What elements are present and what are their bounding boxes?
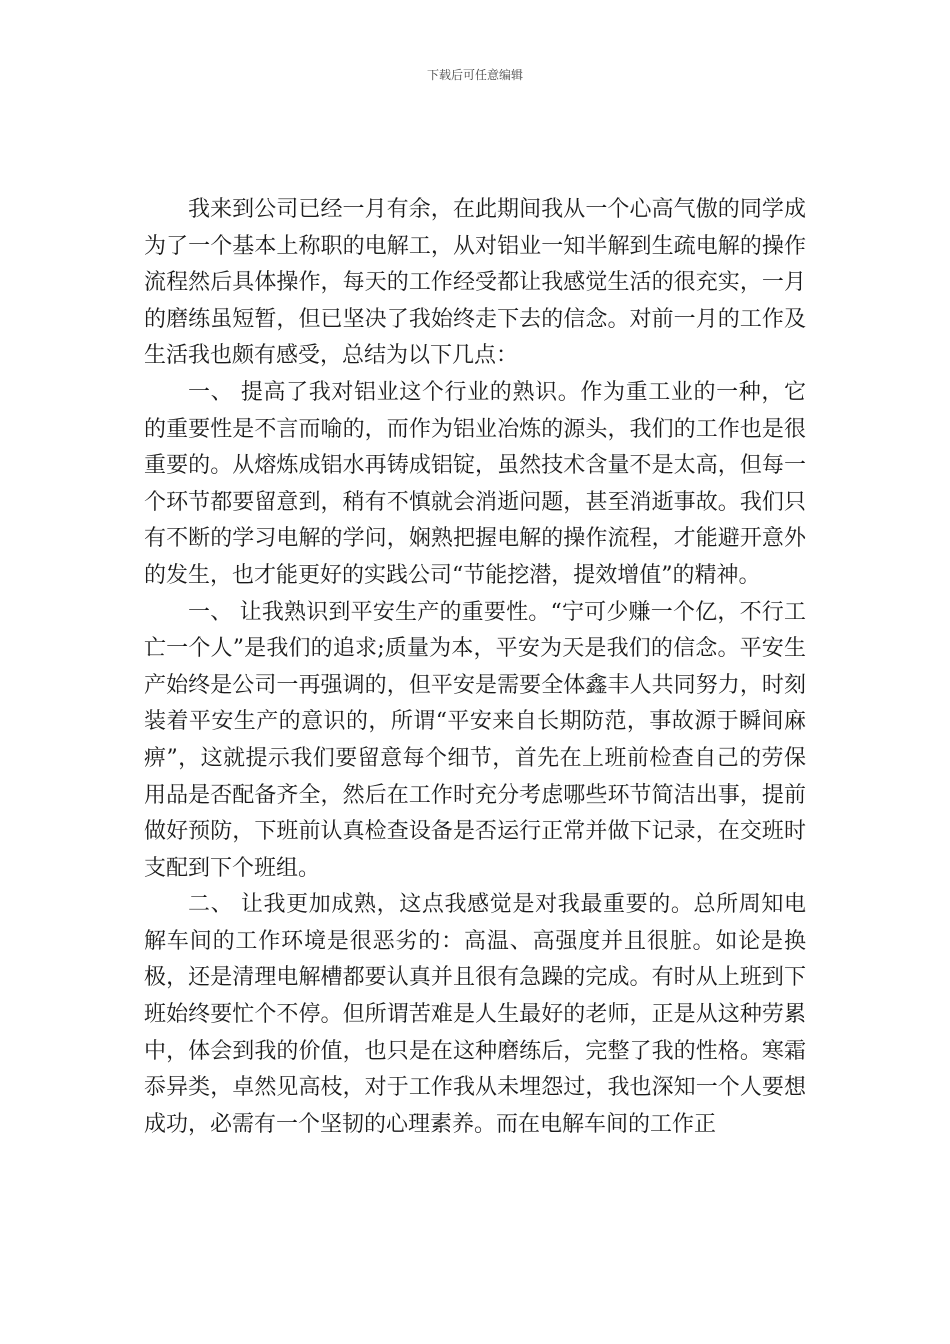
paragraph-point-industry: 一、 提高了我对铝业这个行业的熟识。作为重工业的一种，它的重要性是不言而喻的，而作为铝业冶炼的源头，我们的工作也是很重要的。从熔炼成铝水再铸成铝锭，虽然技术含量不是太高，但每一个环节都要留意到，稍有不慎就会消逝问题，甚至消逝事故。我们只有不断的学习电解的学问，娴熟把握电解的操作流程，才能避开意外的发生，也才能更好的实践公司“节能挖潜，提效增值”的精神。 <box>144 379 806 588</box>
paragraph-point-maturity: 二、 让我更加成熟，这点我感觉是对我最重要的。总所周知电解车间的工作环境是很恶劣的：高温、高强度并且很脏。如论是换极，还是清理电解槽都要认真并且很有急躁的完成。有时从上班到下班始终要忙个不停。但所谓苦难是人生最好的老师，正是从这种劳累中，体会到我的价值，也只是在这种磨练后，完整了我的性格。寒霜忝异类，卓然见高枝，对于工作我从未埋怨过，我也深知一个人要想成功，必需有一个坚韧的心理素养。而在电解车间的工作正 <box>144 892 806 1137</box>
page-header-note: 下载后可任意编辑 <box>426 68 523 82</box>
paragraph-intro: 我来到公司已经一月有余，在此期间我从一个心高气傲的同学成为了一个基本上称职的电解工，从对铝业一知半解到生疏电解的操作流程然后具体操作，每天的工作经受都让我感觉生活的很充实，一月的磨练虽短暂，但已坚决了我始终走下去的信念。对前一月的工作及生活我也颇有感受，总结为以下几点： <box>144 197 806 369</box>
document-body <box>144 192 806 1143</box>
paragraph-point-safety: 一、 让我熟识到平安生产的重要性。“宁可少赚一个亿，不行工亡一个人”是我们的追求;质量为本，平安为天是我们的信念。平安生产始终是公司一再强调的，但平安是需要全体鑫丰人共同努力，时刻装着平安生产的意识的，所谓“平安来自长期防范，事故源于瞬间麻痹”，这就提示我们要留意每个细节，首先在上班前检查自己的劳保用品是否配备齐全，然后在工作时充分考虑哪些环节简洁出事，提前做好预防，下班前认真检查设备是否运行正常并做下记录，在交班时支配到下个班组。 <box>144 599 806 881</box>
